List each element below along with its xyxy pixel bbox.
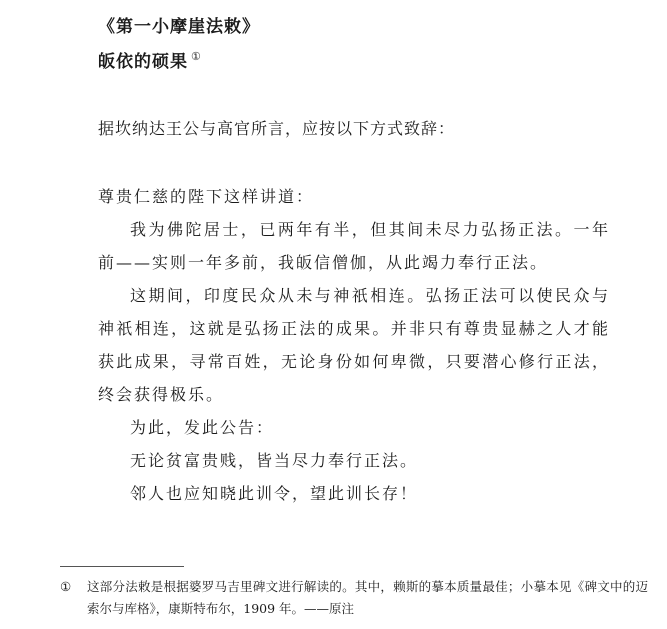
intro-paragraph: 据坎纳达王公与高官所言，应按以下方式致辞： <box>98 119 456 138</box>
edict-paragraph: 这期间，印度民众从未与神祇相连。弘扬正法可以使民众与神祇相连，这就是弘扬正法的成果。并非只有尊贵显赫之人才能获此成果，寻常百姓，无论身份如何卑微，只要潜心修行正法，终会获得极乐。 <box>98 286 610 404</box>
salutation-line: 尊贵仁慈的陛下这样讲道： <box>98 187 315 206</box>
edict-paragraph: 无论贫富贵贱，皆当尽力奉行正法。 <box>130 451 419 470</box>
edict-body <box>98 180 610 510</box>
footnote <box>60 576 648 620</box>
edict-title: 《第一小摩崖法敕》 <box>98 17 260 37</box>
footnote-divider <box>60 566 184 567</box>
edict-paragraph: 为此，发此公告： <box>130 418 275 437</box>
edict-paragraph: 我为佛陀居士，已两年有半，但其间未尽力弘扬正法。一年前——实则一年多前，我皈信僧伽，从此竭力奉行正法。 <box>98 220 610 272</box>
edict-subtitle <box>98 47 202 72</box>
footnote-mark: ① <box>60 579 72 594</box>
footnote-text: 这部分法敕是根据婆罗马吉里碑文进行解读的。其中，赖斯的摹本质量最佳；小摹本见《碑文中的迈索尔与库格》，康斯特布尔，1909 年。——原注 <box>87 579 648 616</box>
subtitle-text: 皈依的硕果 <box>98 52 188 72</box>
footnote-reference[interactable]: ① <box>191 50 202 64</box>
edict-paragraph: 邻人也应知晓此训令，望此训长存！ <box>130 484 419 503</box>
